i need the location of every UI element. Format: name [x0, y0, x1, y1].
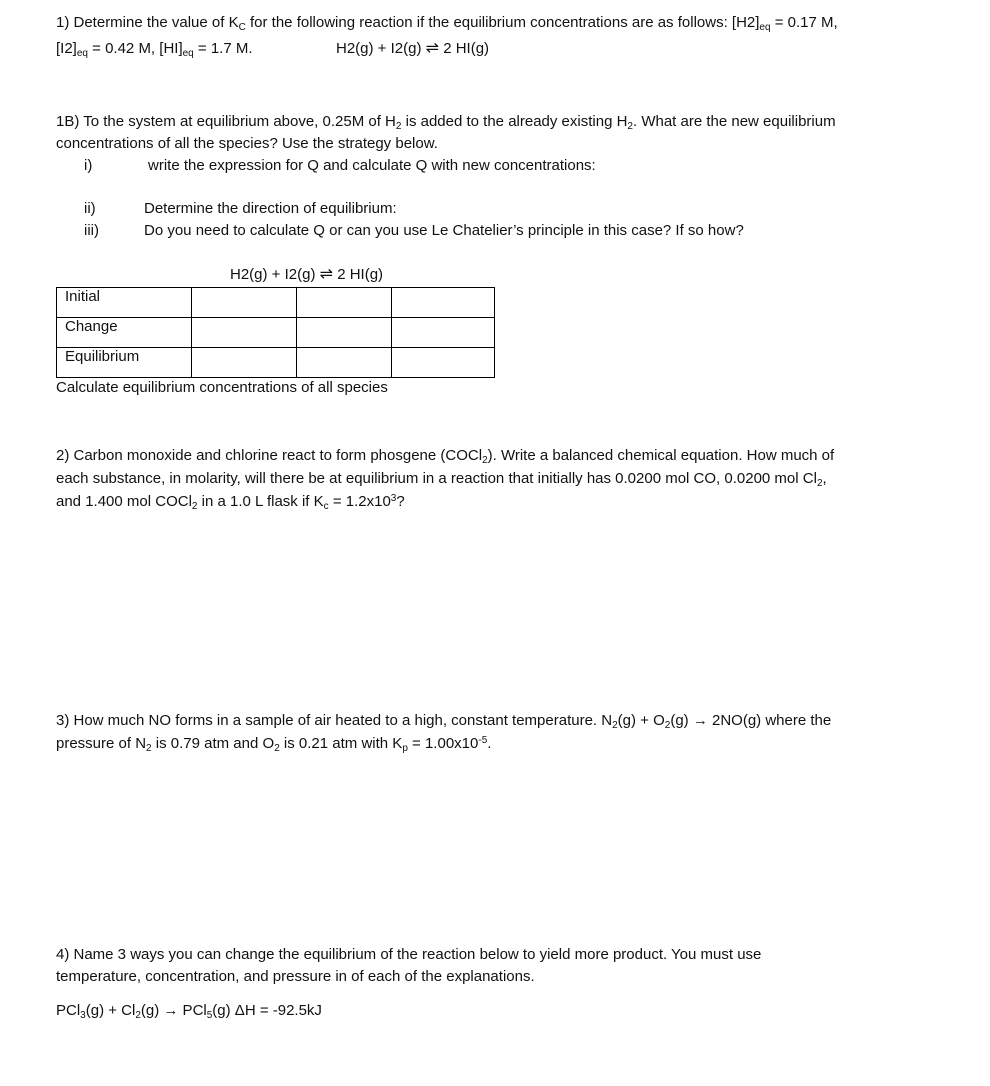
q1b-item-num: i): [84, 157, 93, 174]
ice-cell[interactable]: [192, 318, 297, 348]
ice-cell[interactable]: [392, 348, 495, 378]
q1b-item-num: iii): [84, 222, 99, 239]
q2-line3: and 1.400 mol COCl$_2$ in a 1.0 L flask if $K_c = 1.2x10^3$?: [56, 493, 405, 512]
q4-line2: temperature, concentration, and pressure in of each of the explanations.: [56, 968, 535, 985]
q1b-line1: 1B) To the system at equilibrium above, 0.25M of $H_2$ is added to the already existing $H_2$. What are the new equilibrium: [56, 113, 836, 132]
q4-reaction: $PCl_3(g) + Cl_2(g) \to PCl_5(g) \Delta H = -92.5kJ$: [56, 1002, 322, 1021]
q3-line2: pressure of $N_2$ is 0.79 atm and $O_2$ is 0.21 atm with $K_p = 1.00x10^{-5}$.: [56, 735, 492, 754]
ice-row-label: Equilibrium: [57, 348, 192, 378]
ice-cell[interactable]: [392, 288, 495, 318]
q1b-item-text: Determine the direction of equilibrium:: [144, 200, 397, 217]
ice-row-label: Change: [57, 318, 192, 348]
ice-table: [56, 287, 495, 378]
ice-cell[interactable]: [297, 318, 392, 348]
ice-cell[interactable]: [192, 348, 297, 378]
q1b-item-num: ii): [84, 200, 96, 217]
q3-line1: 3) How much NO forms in a sample of air heated to a high, constant temperature. $N_2(g) + O_2(g) \to 2NO(g)$ where the: [56, 712, 832, 731]
arrow-right-icon: →: [692, 712, 708, 729]
table-row: [57, 288, 495, 318]
table-row: [57, 318, 495, 348]
ice-cell[interactable]: [192, 288, 297, 318]
q2-line2: each substance, in molarity, will there be at equilibrium in a reaction that initially has 0.0200 mol CO, 0.0200 mol $Cl_2$,: [56, 470, 827, 489]
q4-line1: 4) Name 3 ways you can change the equilibrium of the reaction below to yield more product. You must use: [56, 946, 762, 963]
q2-line1: 2) Carbon monoxide and chlorine react to form phosgene (COCl$_2$). Write a balanced chemical equation. How much of: [56, 447, 835, 466]
ice-reaction: H2(g) + I2(g) ⇌ 2 HI(g): [230, 266, 384, 283]
ice-cell[interactable]: [297, 288, 392, 318]
q1b-item-text: write the expression for Q and calculate Q with new concentrations:: [148, 157, 596, 174]
ice-cell[interactable]: [392, 318, 495, 348]
arrow-right-icon: →: [163, 1002, 179, 1019]
table-row: [57, 348, 495, 378]
ice-cell[interactable]: [297, 348, 392, 378]
q1b-item-text: Do you need to calculate Q or can you use Le Chatelier’s principle in this case? If so how?: [144, 222, 744, 239]
ice-footer: Calculate equilibrium concentrations of all species: [56, 379, 388, 396]
q1-line1: 1) Determine the value of $K_C$ for the following reaction if the equilibrium concentrations are as follows: $[H2]_{eq} = 0.17$ M,: [56, 14, 838, 33]
q1b-line2: concentrations of all the species? Use the strategy below.: [56, 135, 438, 152]
q1-line2: $[I2]_{eq} = 0.42$ M, $[HI]_{eq} = 1.7$ M.: [56, 40, 253, 59]
q1-reaction: H2(g) + I2(g) ⇌ 2 HI(g): [336, 40, 490, 57]
ice-row-label: Initial: [57, 288, 192, 318]
